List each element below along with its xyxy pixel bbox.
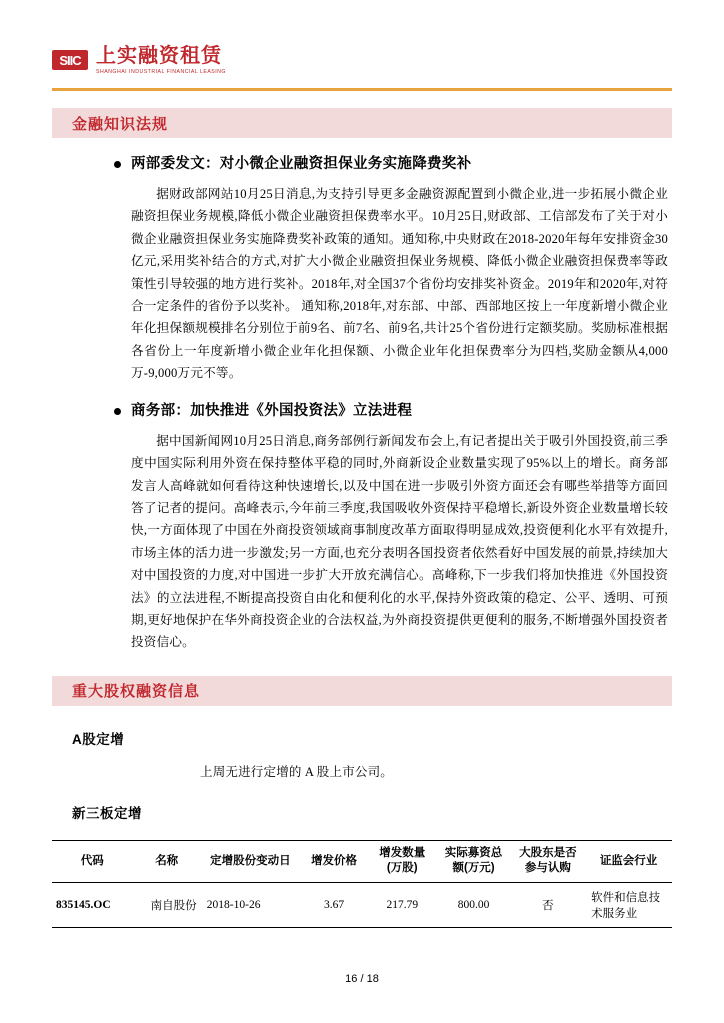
- article-2-heading: [114, 401, 668, 422]
- column-header-holder: [511, 840, 585, 882]
- article-1-heading: [114, 154, 668, 175]
- column-header-date: [201, 840, 300, 882]
- cell-industry: 软件和信息技术服务业: [591, 891, 661, 920]
- bullet-icon: [114, 408, 121, 415]
- section-header-equity-financing: [52, 676, 672, 706]
- brand-text: [96, 46, 226, 75]
- column-header-amount-line1: 实际募资总: [444, 846, 503, 859]
- equity-financing-table-wrap: [52, 840, 672, 928]
- document-header: [52, 0, 672, 86]
- section-title: 重大股权融资信息: [72, 683, 201, 701]
- subsection-neeq-title: 新三板定增: [72, 805, 142, 821]
- column-header-price: [300, 840, 368, 882]
- column-header-date-line1: 定增股份变动日: [210, 854, 291, 867]
- column-header-code-line1: 代码: [80, 854, 104, 867]
- article-1: [52, 154, 672, 385]
- brand-name-cn: 上实融资租赁: [96, 44, 222, 67]
- cell-name: 南自股份: [150, 899, 197, 912]
- equity-financing-table: [52, 840, 672, 928]
- cell-quantity: 217.79: [386, 898, 419, 911]
- table-row: [52, 882, 672, 927]
- page-number: 16 / 18: [345, 973, 379, 985]
- column-header-name-line1: 名称: [155, 854, 179, 867]
- column-header-amount-line2: 额(万元): [452, 862, 495, 875]
- column-header-holder-line1: 大股东是否: [519, 846, 577, 859]
- siic-logo-icon: SIIC: [52, 50, 88, 70]
- brand-name-en: SHANGHAI INDUSTRIAL FINANCIAL LEASING: [96, 68, 226, 75]
- column-header-amount: [436, 840, 510, 882]
- article-2-title: 商务部：加快推进《外国投资法》立法进程: [131, 402, 413, 419]
- article-2-body: 据中国新闻网10月25日消息,商务部例行新闻发布会上,有记者提出关于吸引外国投资,前三季度中国实际利用外资在保持整体平稳的同时,外商新设企业数量实现了95%以上的增长。商务部发言人高峰就如何看待这种快速增长,以及中国在进一步吸引外资方面还会有哪些举措等方面回答了记者的提问。高峰表示,今年前三季度,我国吸收外资保持平稳增长,新设外资企业数量增长较快,一方面体现了中国在外商投资领域商事制度改革方面取得明显成效,投资便利化水平有效提升,市场主体的活力进一步激发;另一方面,也充分表明各国投资者依然看好中国发展的前景,持续加大对中国投资的力度,对中国进一步扩大开放充满信心。高峰称,下一步我们将加快推进《外国投资法》的立法进程,不断提高投资自由化和便利化的水平,保持外资政策的稳定、公平、透明、可预期,更好地保护在华外商投资企业的合法权益,为外商投资提供更便利的服务,不断增强外国投资者投资信心。: [131, 433, 668, 650]
- cell-date: 2018-10-26: [206, 898, 261, 911]
- section-title: 金融知识法规: [72, 115, 169, 133]
- header-divider: [52, 88, 672, 91]
- column-header-name: [133, 840, 201, 882]
- column-header-quantity-line2: (万股): [386, 862, 418, 875]
- table-header-row: [52, 840, 672, 882]
- page-footer: [0, 973, 724, 985]
- cell-holder: 否: [542, 899, 554, 912]
- cell-code: 835145.OC: [56, 898, 111, 911]
- column-header-holder-line2: 参与认购: [524, 862, 571, 875]
- column-header-code: [52, 840, 133, 882]
- article-1-title: 两部委发文：对小微企业融资担保业务实施降费奖补: [131, 156, 472, 172]
- article-2: [52, 401, 672, 654]
- bullet-icon: [114, 161, 121, 168]
- column-header-industry: [585, 840, 672, 882]
- column-header-price-line1: 增发价格: [311, 854, 358, 867]
- column-header-industry-line1: 证监会行业: [599, 854, 658, 867]
- subsection-a-shares-title: A股定增: [72, 731, 125, 747]
- column-header-quantity-line1: 增发数量: [379, 846, 426, 859]
- cell-amount: 800.00: [457, 898, 490, 911]
- column-header-quantity: [368, 840, 436, 882]
- article-1-body: 据财政部网站10月25日消息,为支持引导更多金融资源配置到小微企业,进一步拓展小微企业融资担保业务规模,降低小微企业融资担保费率水平。10月25日,财政部、工信部发布了关于对小微企业融资担保业务实施降费奖补政策的通知。通知称,中央财政在2018-2020年每年安排资金30亿元,采用奖补结合的方式,对扩大小微企业融资担保业务规模、降低小微企业融资担保费率等政策性引导较强的地方进行奖补。2018年,对全国37个省份均安排奖补资金。2019年和2020年,对符合一定条件的省份予以奖补。 通知称,2018年,对东部、中部、西部地区按上一年度新增小微企业年化担保额规模排名分别位于前9名、前7名、前9名,共计25个省份进行定额奖励。奖励标准根据各省份上一年度新增小微企业年化担保额、小微企业年化担保费率分为四档,奖励金额从4,000万-9,000万元不等。: [131, 187, 668, 381]
- section-header-finance-regulations: [52, 108, 672, 138]
- cell-price: 3.67: [324, 898, 345, 911]
- subsection-a-shares-note: 上周无进行定增的 A 股上市公司。: [200, 764, 393, 779]
